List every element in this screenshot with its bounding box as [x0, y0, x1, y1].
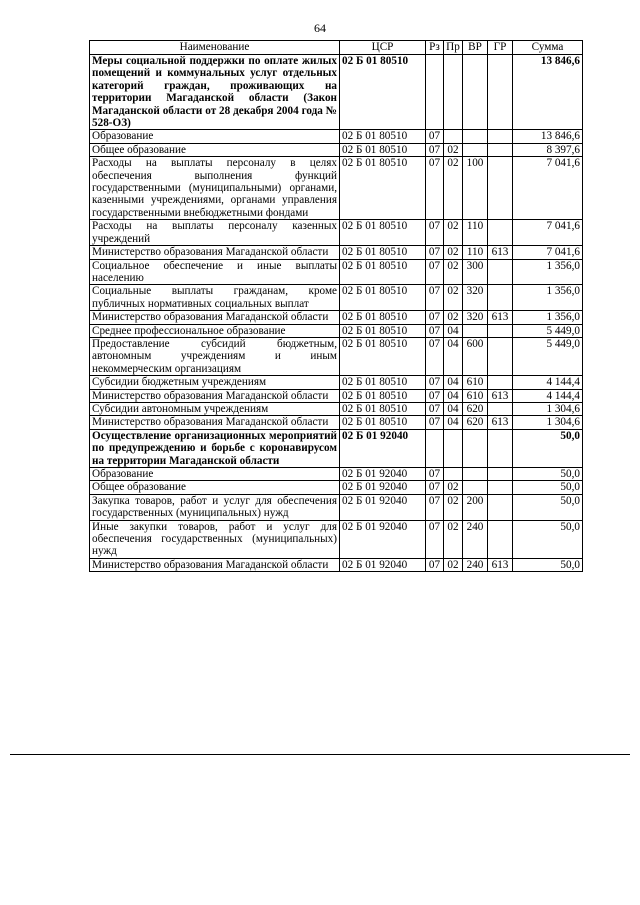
table-row: [90, 416, 583, 429]
table-row: [90, 402, 583, 415]
cell-csr: 02 Б 01 80510: [340, 130, 426, 143]
cell-gr: 613: [488, 311, 513, 324]
cell-csr: 02 Б 01 92040: [340, 468, 426, 481]
cell-pr: 02: [444, 220, 463, 246]
cell-name: Предоставление субсидий бюджетным, автономным учреждениям и иным некоммерческим организациям: [90, 337, 340, 375]
cell-rz: 07: [426, 130, 444, 143]
table-header-row: [90, 41, 583, 55]
table-row: [90, 285, 583, 311]
table-row: [90, 143, 583, 156]
cell-vr: 600: [463, 337, 488, 375]
cell-pr: 02: [444, 259, 463, 285]
cell-rz: 07: [426, 143, 444, 156]
cell-vr: [463, 130, 488, 143]
header-sum: Сумма: [513, 41, 583, 55]
cell-csr: 02 Б 01 92040: [340, 520, 426, 558]
table-row: [90, 220, 583, 246]
footer-divider: [10, 754, 630, 755]
cell-rz: 07: [426, 402, 444, 415]
cell-csr: 02 Б 01 80510: [340, 55, 426, 130]
cell-name: Министерство образования Магаданской области: [90, 246, 340, 259]
cell-sum: 50,0: [513, 429, 583, 467]
cell-pr: 02: [444, 311, 463, 324]
cell-name: Общее образование: [90, 143, 340, 156]
table-row: [90, 376, 583, 389]
table-body: [90, 55, 583, 572]
cell-pr: 02: [444, 558, 463, 571]
cell-gr: [488, 157, 513, 220]
cell-name: Среднее профессиональное образование: [90, 324, 340, 337]
cell-csr: 02 Б 01 80510: [340, 246, 426, 259]
cell-rz: 07: [426, 285, 444, 311]
cell-csr: 02 Б 01 80510: [340, 324, 426, 337]
cell-vr: [463, 468, 488, 481]
cell-name: Министерство образования Магаданской области: [90, 311, 340, 324]
budget-table: [89, 40, 583, 572]
cell-pr: 04: [444, 389, 463, 402]
cell-rz: 07: [426, 494, 444, 520]
table-row: [90, 494, 583, 520]
cell-sum: 50,0: [513, 558, 583, 571]
cell-gr: 613: [488, 558, 513, 571]
cell-rz: 07: [426, 416, 444, 429]
cell-sum: 50,0: [513, 520, 583, 558]
cell-sum: 1 304,6: [513, 402, 583, 415]
cell-pr: 04: [444, 337, 463, 375]
cell-name: Осуществление организационных мероприятий по предупреждению и борьбе с коронавирусом на территории Магаданской области: [90, 429, 340, 467]
cell-name: Расходы на выплаты персоналу в целях обеспечения выполнения функций государственными (муниципальными) органами, казенными учреждениями, органами управления государственными внебюджетными фондами: [90, 157, 340, 220]
header-name: Наименование: [90, 41, 340, 55]
cell-pr: 02: [444, 143, 463, 156]
cell-gr: [488, 494, 513, 520]
cell-sum: 1 304,6: [513, 416, 583, 429]
table-row: [90, 259, 583, 285]
cell-name: Субсидии автономным учреждениям: [90, 402, 340, 415]
cell-rz: 07: [426, 324, 444, 337]
cell-gr: [488, 259, 513, 285]
page-number: 64: [314, 21, 326, 35]
cell-rz: 07: [426, 558, 444, 571]
cell-sum: 13 846,6: [513, 130, 583, 143]
cell-csr: 02 Б 01 92040: [340, 481, 426, 494]
cell-csr: 02 Б 01 80510: [340, 285, 426, 311]
cell-gr: 613: [488, 389, 513, 402]
cell-csr: 02 Б 01 80510: [340, 143, 426, 156]
table-row: [90, 311, 583, 324]
cell-vr: 620: [463, 416, 488, 429]
cell-csr: 02 Б 01 80510: [340, 220, 426, 246]
cell-csr: 02 Б 01 80510: [340, 402, 426, 415]
cell-sum: 50,0: [513, 468, 583, 481]
cell-gr: [488, 130, 513, 143]
cell-gr: [488, 337, 513, 375]
cell-sum: 1 356,0: [513, 285, 583, 311]
cell-rz: [426, 55, 444, 130]
cell-pr: 02: [444, 285, 463, 311]
cell-sum: 13 846,6: [513, 55, 583, 130]
cell-vr: 610: [463, 376, 488, 389]
cell-csr: 02 Б 01 80510: [340, 416, 426, 429]
cell-rz: 07: [426, 157, 444, 220]
cell-name: Министерство образования Магаданской области: [90, 558, 340, 571]
cell-sum: 1 356,0: [513, 311, 583, 324]
cell-vr: 620: [463, 402, 488, 415]
table-row: [90, 429, 583, 467]
cell-pr: [444, 429, 463, 467]
cell-csr: 02 Б 01 92040: [340, 558, 426, 571]
cell-csr: 02 Б 01 80510: [340, 259, 426, 285]
cell-vr: 110: [463, 220, 488, 246]
cell-name: Меры социальной поддержки по оплате жилых помещений и коммунальных услуг отдельных категорий граждан, проживающих на территории Магаданской области (Закон Магаданской области от 28 декабря 2004 года № 528-ОЗ): [90, 55, 340, 130]
cell-rz: 07: [426, 311, 444, 324]
cell-gr: [488, 402, 513, 415]
cell-sum: 50,0: [513, 481, 583, 494]
cell-csr: 02 Б 01 80510: [340, 157, 426, 220]
cell-vr: 200: [463, 494, 488, 520]
cell-pr: 04: [444, 402, 463, 415]
cell-rz: 07: [426, 220, 444, 246]
cell-gr: 613: [488, 416, 513, 429]
cell-sum: 4 144,4: [513, 376, 583, 389]
cell-sum: 7 041,6: [513, 220, 583, 246]
cell-csr: 02 Б 01 80510: [340, 376, 426, 389]
cell-rz: 07: [426, 520, 444, 558]
table-row: [90, 520, 583, 558]
cell-gr: [488, 143, 513, 156]
cell-pr: 02: [444, 157, 463, 220]
cell-vr: 320: [463, 285, 488, 311]
cell-name: Социальное обеспечение и иные выплаты населению: [90, 259, 340, 285]
cell-sum: 50,0: [513, 494, 583, 520]
cell-vr: 100: [463, 157, 488, 220]
cell-gr: [488, 220, 513, 246]
cell-gr: [488, 376, 513, 389]
cell-pr: 04: [444, 416, 463, 429]
cell-vr: 300: [463, 259, 488, 285]
cell-gr: [488, 324, 513, 337]
table-row: [90, 324, 583, 337]
cell-name: Общее образование: [90, 481, 340, 494]
cell-gr: [488, 468, 513, 481]
cell-name: Министерство образования Магаданской области: [90, 389, 340, 402]
cell-name: Расходы на выплаты персоналу казенных учреждений: [90, 220, 340, 246]
cell-csr: 02 Б 01 80510: [340, 311, 426, 324]
cell-vr: [463, 481, 488, 494]
cell-rz: 07: [426, 259, 444, 285]
cell-name: Закупка товаров, работ и услуг для обеспечения государственных (муниципальных) нужд: [90, 494, 340, 520]
cell-name: Образование: [90, 130, 340, 143]
table-row: [90, 130, 583, 143]
header-vr: ВР: [463, 41, 488, 55]
cell-rz: 07: [426, 389, 444, 402]
cell-pr: 02: [444, 246, 463, 259]
table-row: [90, 389, 583, 402]
cell-vr: [463, 55, 488, 130]
cell-csr: 02 Б 01 80510: [340, 389, 426, 402]
cell-sum: 1 356,0: [513, 259, 583, 285]
cell-sum: 7 041,6: [513, 157, 583, 220]
cell-gr: [488, 55, 513, 130]
cell-name: Иные закупки товаров, работ и услуг для обеспечения государственных (муниципальных) нужд: [90, 520, 340, 558]
cell-rz: 07: [426, 337, 444, 375]
cell-vr: 110: [463, 246, 488, 259]
cell-sum: 8 397,6: [513, 143, 583, 156]
table-row: [90, 246, 583, 259]
header-gr: ГР: [488, 41, 513, 55]
cell-vr: [463, 429, 488, 467]
cell-vr: 240: [463, 520, 488, 558]
header-pr: Пр: [444, 41, 463, 55]
cell-pr: 04: [444, 376, 463, 389]
cell-gr: [488, 520, 513, 558]
cell-vr: 320: [463, 311, 488, 324]
cell-csr: 02 Б 01 92040: [340, 494, 426, 520]
cell-gr: 613: [488, 246, 513, 259]
cell-rz: 07: [426, 376, 444, 389]
cell-gr: [488, 429, 513, 467]
cell-csr: 02 Б 01 80510: [340, 337, 426, 375]
cell-vr: [463, 143, 488, 156]
cell-vr: 610: [463, 389, 488, 402]
cell-gr: [488, 481, 513, 494]
header-rz: Рз: [426, 41, 444, 55]
table-row: [90, 558, 583, 571]
cell-sum: 7 041,6: [513, 246, 583, 259]
cell-sum: 5 449,0: [513, 337, 583, 375]
cell-pr: 02: [444, 520, 463, 558]
cell-rz: 07: [426, 246, 444, 259]
table-row: [90, 337, 583, 375]
cell-pr: [444, 55, 463, 130]
cell-name: Субсидии бюджетным учреждениям: [90, 376, 340, 389]
cell-pr: [444, 468, 463, 481]
cell-sum: 5 449,0: [513, 324, 583, 337]
cell-pr: [444, 130, 463, 143]
cell-rz: [426, 429, 444, 467]
header-csr: ЦСР: [340, 41, 426, 55]
cell-vr: 240: [463, 558, 488, 571]
cell-pr: 02: [444, 481, 463, 494]
cell-name: Образование: [90, 468, 340, 481]
cell-vr: [463, 324, 488, 337]
table-row: [90, 157, 583, 220]
table-row: [90, 55, 583, 130]
cell-pr: 04: [444, 324, 463, 337]
cell-pr: 02: [444, 494, 463, 520]
table-row: [90, 468, 583, 481]
cell-sum: 4 144,4: [513, 389, 583, 402]
cell-gr: [488, 285, 513, 311]
cell-rz: 07: [426, 481, 444, 494]
cell-csr: 02 Б 01 92040: [340, 429, 426, 467]
cell-rz: 07: [426, 468, 444, 481]
cell-name: Социальные выплаты гражданам, кроме публичных нормативных социальных выплат: [90, 285, 340, 311]
table-row: [90, 481, 583, 494]
cell-name: Министерство образования Магаданской области: [90, 416, 340, 429]
